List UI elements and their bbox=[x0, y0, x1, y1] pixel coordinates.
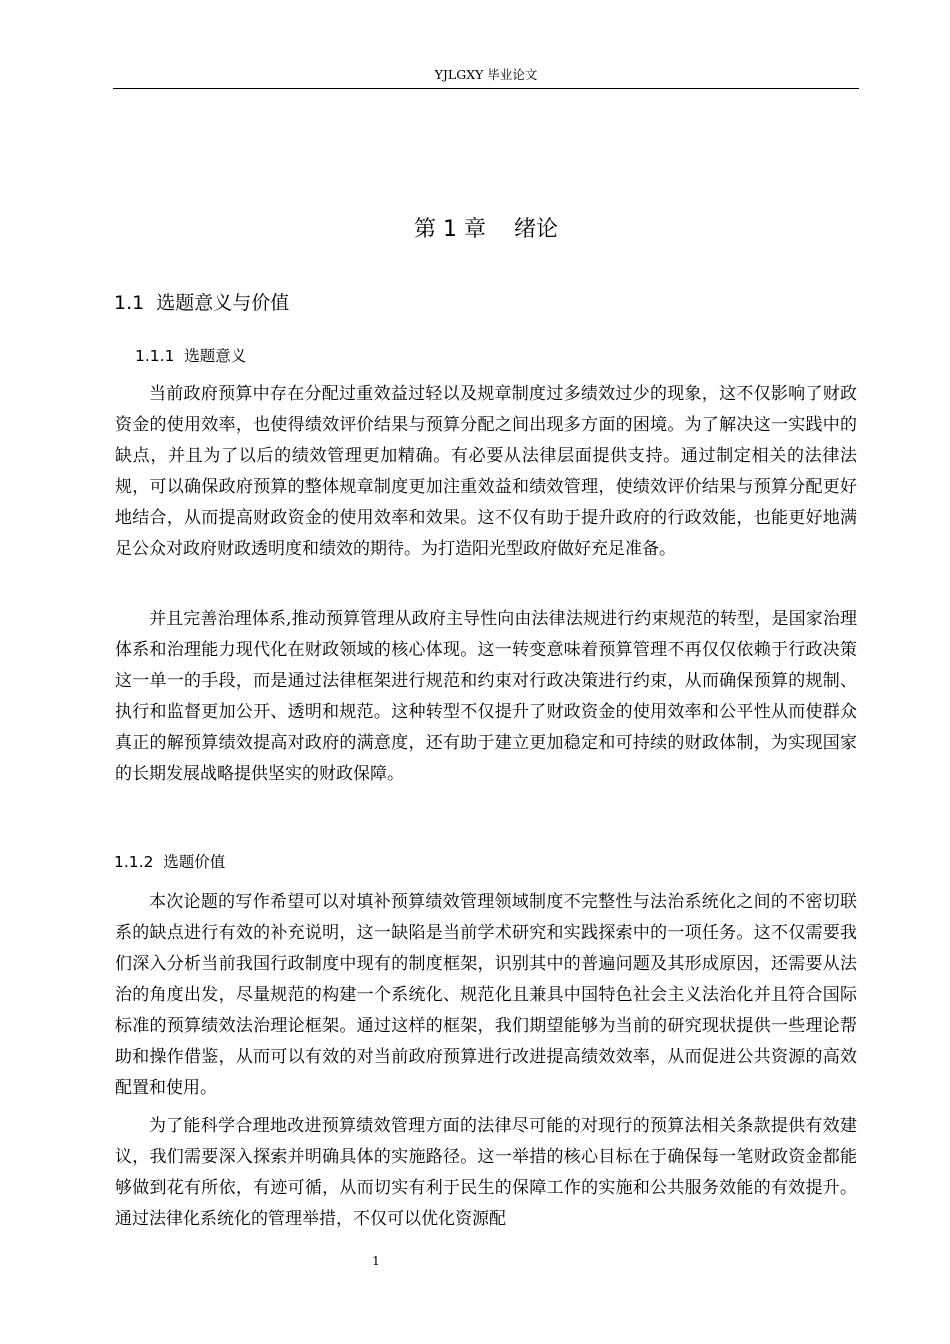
subsection-heading-1-1-2: 1.1.2 选题价值 bbox=[114, 853, 226, 871]
paragraph-1-1-1-b: 并且完善治理体系,推动预算管理从政府主导性向由法律法规进行约束规范的转型，是国家治理体系和治理能力现代化在财政领域的核心体现。这一转变意味着预算管理不再仅仅依赖于行政决策这一单一的手段，而是通过法律框架进行规范和约束对行政决策进行约束，从而确保预算的规制、执行和监督更加公开、透明和规范。这种转型不仅提升了财政资金的使用效率和公平性从而使群众真正的解预算绩效提高对政府的满意度，还有助于建立更加稳定和可持续的财政体制，为实现国家的长期发展战略提供坚实的财政保障。 bbox=[115, 609, 857, 784]
page-header: YJLGXY 毕业论文 bbox=[113, 66, 859, 89]
section-heading-1-1: 1.1 选题意义与价值 bbox=[114, 292, 290, 314]
paragraph-1-1-2-a: 本次论题的写作希望可以对填补预算绩效管理领域制度不完整性与法治系统化之间的不密切联系的缺点进行有效的补充说明，这一缺陷是当前学术研究和实践探索中的一项任务。这不仅需要我们深入分析当前我国行政制度中现有的制度框架，识别其中的普遍问题及其形成原因，还需要从法治的角度出发，尽量规范的构建一个系统化、规范化且兼具中国特色社会主义法治化并且符合国际标准的预算绩效法治理论框架。通过这样的框架，我们期望能够为当前的研究现状提供一些理论帮助和操作借鉴，从而可以有效的对当前政府预算进行改进提高绩效效率，从而促进公共资源的高效配置和使用。 bbox=[115, 892, 857, 1098]
chapter-title: 第 1 章 绪论 bbox=[414, 217, 558, 242]
paragraph-1-1-1-a: 当前政府预算中存在分配过重效益过轻以及规章制度过多绩效过少的现象，这不仅影响了财政资金的使用效率，也使得绩效评价结果与预算分配之间出现多方面的困境。为了解决这一实践中的缺点，并且为了以后的绩效管理更加精确。有必要从法律层面提供支持。通过制定相关的法律法规，可以确保政府预算的整体规章制度更加注重效益和绩效管理，使绩效评价结果与预算分配更好地结合，从而提高财政资金的使用效率和效果。这不仅有助于提升政府的行政效能，也能更好地满足公众对政府财政透明度和绩效的期待。为打造阳光型政府做好充足准备。 bbox=[115, 384, 857, 559]
paragraph-1-1-2-b: 为了能科学合理地改进预算绩效管理方面的法律尽可能的对现行的预算法相关条款提供有效建议，我们需要深入探索并明确具体的实施路径。这一举措的核心目标在于确保每一笔财政资金都能够做到花有所依，有迹可循，从而切实有利于民生的保障工作的实施和公共服务效能的有效提升。通过法律化系统化的管理举措，不仅可以优化资源配 bbox=[115, 1116, 857, 1229]
page-number: 1 bbox=[372, 1254, 380, 1268]
subsection-heading-1-1-1: 1.1.1 选题意义 bbox=[135, 347, 247, 365]
